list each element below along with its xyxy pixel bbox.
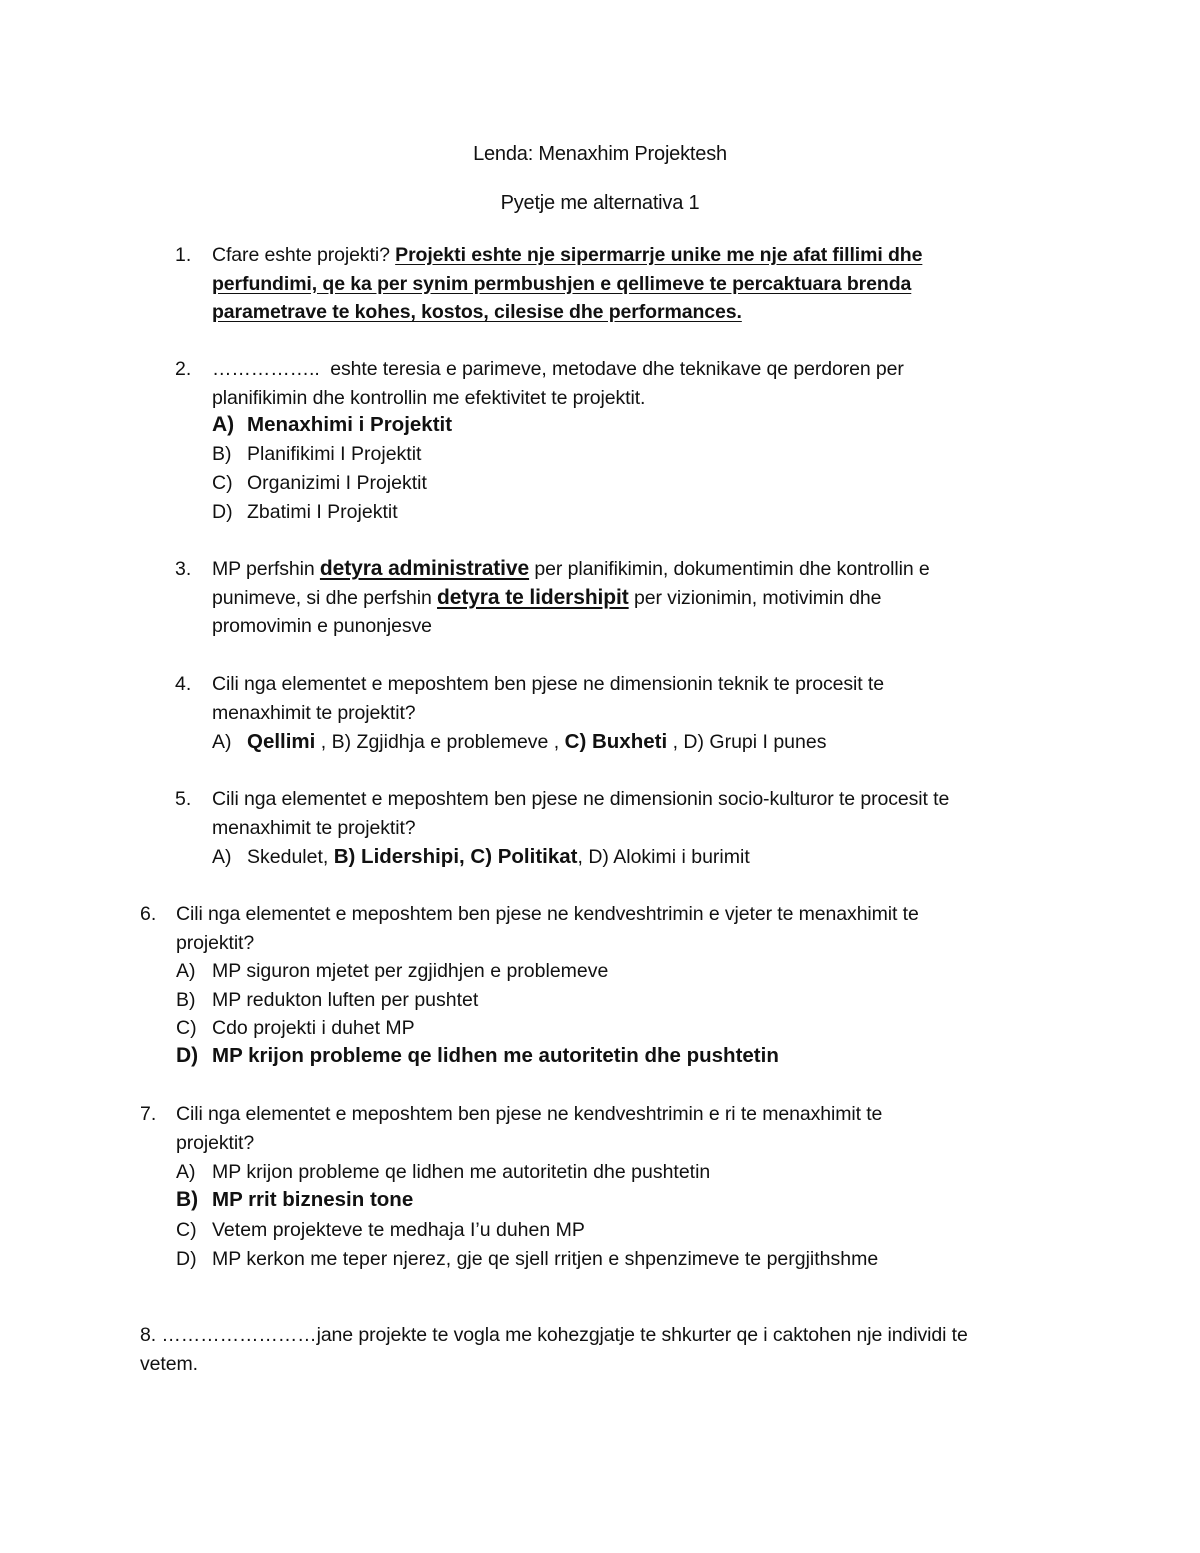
option-correct: Menaxhimi i Projektit: [247, 413, 453, 436]
key-term: detyra administrative: [319, 557, 530, 580]
option-text: Zbatimi I Projektit: [247, 501, 398, 523]
option-letter: C): [176, 1017, 197, 1039]
subject-title: Lenda: Menaxhim Projektesh: [473, 143, 727, 165]
option-letter: D): [212, 501, 233, 523]
question-number: 3.: [175, 558, 192, 580]
question-8: [140, 1321, 1070, 1378]
answer-text: Projekti eshte nje sipermarrje unike me nje afat fillimi dhe: [395, 244, 923, 266]
option-correct: C) Buxheti: [564, 730, 668, 753]
option-letter: A): [212, 846, 232, 868]
option-letter: B): [176, 1188, 199, 1211]
question-text: per planifikimin, dokumentimin dhe kontrollin e: [529, 558, 930, 580]
question-number: 6.: [140, 903, 157, 925]
option-letter: D): [176, 1248, 197, 1270]
options-inline: [247, 843, 750, 872]
option-correct: MP rrit biznesin tone: [212, 1188, 414, 1211]
question-1-body: [212, 241, 1032, 327]
option-correct: MP krijon probleme qe lidhen me autoritetin dhe pushtetin: [212, 1044, 779, 1067]
question-text: promovimin e punonjesve: [212, 615, 432, 637]
question-text: projektit?: [176, 931, 255, 954]
question-text: Cili nga elementet e meposhtem ben pjese ne kendveshtrimin e ri te menaxhimit te: [176, 1103, 883, 1125]
option-text: MP krijon probleme qe lidhen me autoritetin dhe pushtetin: [212, 1161, 711, 1183]
option-letter: C): [176, 1219, 197, 1241]
option-text: Cdo projekti i duhet MP: [212, 1017, 415, 1039]
question-text: projektit?: [176, 1131, 255, 1154]
option-text: MP kerkon me teper njerez, gje qe sjell rritjen e shpenzimeve te pergjithshme: [212, 1248, 879, 1270]
key-term: detyra te lidershipit: [437, 585, 629, 609]
question-text: Cfare eshte projekti?: [212, 244, 396, 266]
option-letter: A): [212, 413, 235, 436]
question-text: planifikimin dhe kontrollin me efektivitet te projektit.: [212, 386, 646, 409]
question-5-body: [212, 785, 1072, 842]
question-text: Cili nga elementet e meposhtem ben pjese ne dimensionin socio-kulturor te procesit te: [212, 788, 950, 810]
question-text: MP perfshin: [212, 558, 320, 580]
question-3-body: [212, 555, 1052, 641]
question-text: Cili nga elementet e meposhtem ben pjese ne dimensionin teknik te procesit te: [212, 673, 884, 695]
question-text: Cili nga elementet e meposhtem ben pjese ne kendveshtrimin e vjeter te menaxhimit te: [176, 903, 919, 925]
question-number: 2.: [175, 358, 192, 380]
options-inline: [247, 728, 826, 757]
question-number: 7.: [140, 1103, 157, 1125]
blank-placeholder: ……………..: [212, 358, 320, 380]
option-text: MP siguron mjetet per zgjidhjen e problemeve: [212, 960, 609, 982]
answer-text: parametrave te kohes, kostos, cilesise dhe performances.: [212, 301, 742, 323]
question-4-body: [212, 670, 1032, 727]
option-letter: A): [176, 1161, 196, 1183]
option-text: , B) Zgjidhja e problemeve ,: [315, 731, 565, 753]
question-6-body: [176, 900, 1056, 957]
option-text: Planifikimi I Projektit: [247, 443, 422, 465]
question-text: eshte teresia e parimeve, metodave dhe teknikave qe perdoren per: [330, 358, 904, 380]
option-text: Vetem projekteve te medhaja I’u duhen MP: [212, 1219, 585, 1241]
question-text: menaxhimit te projektit?: [212, 701, 416, 724]
option-correct: Qellimi: [247, 730, 316, 753]
option-letter: C): [212, 472, 233, 494]
option-text: MP redukton luften per pushtet: [212, 989, 479, 1011]
option-text: Skedulet,: [247, 846, 334, 868]
option-letter: B): [176, 989, 196, 1011]
question-text: menaxhimit te projektit?: [212, 816, 416, 839]
option-letter: B): [212, 443, 232, 465]
option-correct: B) Lidershipi, C) Politikat: [333, 845, 578, 868]
question-text: per vizionimin, motivimin dhe: [628, 586, 882, 609]
question-number: 1.: [175, 244, 192, 266]
option-text: , D) Alokimi i burimit: [577, 846, 750, 868]
option-letter: D): [176, 1044, 199, 1067]
option-letter: A): [212, 731, 232, 753]
quiz-subtitle: Pyetje me alternativa 1: [500, 192, 700, 214]
answer-text: perfundimi, qe ka per synim permbushjen e qellimeve te percaktuara brenda: [212, 272, 912, 295]
question-number: 4.: [175, 673, 192, 695]
option-text: , D) Grupi I punes: [667, 731, 827, 753]
question-text: punimeve, si dhe perfshin: [212, 586, 438, 609]
question-text: 8. ……………………jane projekte te vogla me kohezgjatje te shkurter qe i caktohen nje individi te: [140, 1324, 968, 1346]
question-2-body: [212, 355, 1032, 412]
question-number: 5.: [175, 788, 192, 810]
option-text: Organizimi I Projektit: [247, 472, 427, 494]
option-letter: A): [176, 960, 196, 982]
question-7-body: [176, 1100, 1056, 1157]
question-text: vetem.: [140, 1352, 198, 1375]
